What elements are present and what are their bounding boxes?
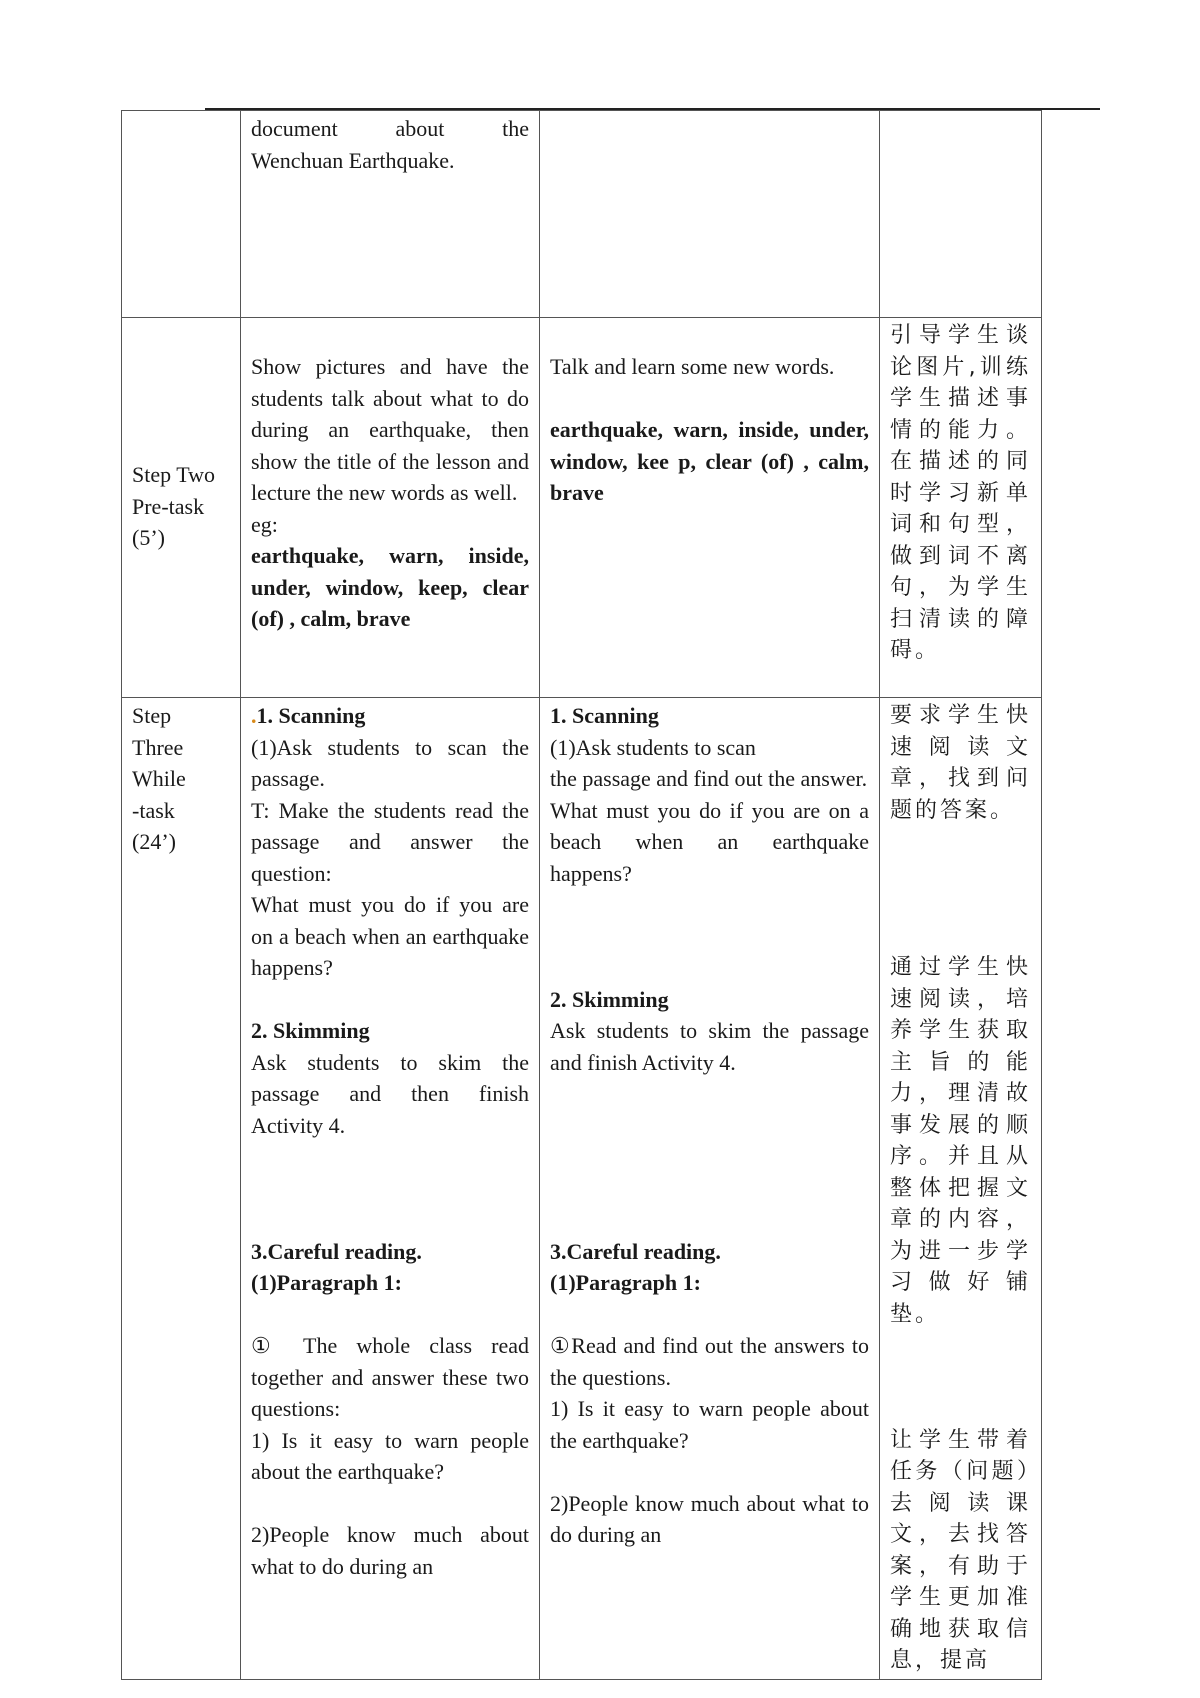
skimming-step: Ask students to skim the passage and then finish Activity 4. xyxy=(251,1049,529,1138)
table-row xyxy=(122,111,1042,318)
paragraph-heading: (1)Paragraph 1: xyxy=(550,1270,701,1295)
purpose-cell xyxy=(880,698,1042,1680)
student-instruction: Talk and learn some new words. xyxy=(550,354,835,379)
step-label: Step xyxy=(132,703,172,728)
step-cell xyxy=(122,111,241,318)
student-activity-cell xyxy=(540,698,880,1680)
purpose-text: 引导学生谈论图片,训练学生描述事情的能力。在描述的同时学习新单词和句型，做到词不离句，为学生扫清读的障碍。 xyxy=(890,323,1031,663)
scanning-step: the passage and find out the answer. xyxy=(550,766,868,791)
careful-reading-heading: 3.Careful reading. xyxy=(251,1238,422,1264)
purpose-text: 要求学生快速阅读文章，找到问题的答案。 xyxy=(890,703,1031,823)
teacher-activity-cell xyxy=(241,111,540,318)
step-time: (24’) xyxy=(132,829,176,854)
question: 1) Is it easy to warn people about the earthquake? xyxy=(251,1427,529,1484)
careful-reading-heading: 3.Careful reading. xyxy=(550,1238,721,1264)
purpose-text: 通过学生快速阅读，培养学生获取主旨的能力，理清故事发展的顺序。并且从整体把握文章的内容，为进一步学习做好铺垫。 xyxy=(890,955,1031,1327)
scanning-step: (1)Ask students to scan the passage. xyxy=(251,734,529,791)
table-row xyxy=(122,698,1042,1680)
careful-reading-step: ①Read and find out the answers to the questions. xyxy=(550,1333,869,1390)
step-label: Step Two xyxy=(132,462,216,488)
scanning-question: What must you do if you are on a beach when an earthquake happens? xyxy=(251,892,529,980)
step-cell xyxy=(122,318,241,698)
step-label: Three xyxy=(132,734,184,760)
skimming-step: Ask students to skim the passage and finish Activity 4. xyxy=(550,1018,869,1075)
step-label: -task xyxy=(132,797,175,823)
student-activity-cell xyxy=(540,111,880,318)
step-label: Pre-task xyxy=(132,493,205,519)
skimming-heading: 2. Skimming xyxy=(550,986,669,1012)
question: 1) Is it easy to warn people about the earthquake? xyxy=(550,1396,869,1453)
vocabulary-list: earthquake, warn, inside, under, window, kee p, clear (of) , calm, brave xyxy=(550,417,869,505)
skimming-heading: 2. Skimming xyxy=(251,1018,370,1043)
question: 2)People know much about what to do during an xyxy=(251,1522,529,1579)
example-label: eg: xyxy=(251,511,278,537)
scanning-step: T: Make the students read the passage and answer the question: xyxy=(251,797,529,886)
scanning-step: (1)Ask students to scan xyxy=(550,734,756,760)
question: 2)People know much about what to do during an xyxy=(550,1490,869,1547)
scanning-heading: .1. Scanning xyxy=(251,703,366,728)
purpose-cell xyxy=(880,318,1042,698)
purpose-cell xyxy=(880,111,1042,318)
teacher-instruction: Show pictures and have the students talk about what to do during an earthquake, then show the title of the lesson and lecture the new words as well. xyxy=(251,354,529,505)
step-label: While xyxy=(132,766,186,791)
activity-line: Wenchuan Earthquake. xyxy=(251,147,455,173)
table-row xyxy=(122,318,1042,698)
step-cell xyxy=(122,698,241,1680)
careful-reading-step: ① The whole class read together and answer these two questions: xyxy=(251,1333,529,1421)
scanning-question: What must you do if you are on a beach when an earthquake happens? xyxy=(550,797,869,886)
student-activity-cell xyxy=(540,318,880,698)
paragraph-heading: (1)Paragraph 1: xyxy=(251,1270,402,1295)
activity-line: document about the xyxy=(251,116,529,141)
teacher-activity-cell xyxy=(241,698,540,1680)
lesson-plan-table xyxy=(121,110,1042,1680)
teacher-activity-cell xyxy=(241,318,540,698)
vocabulary-list: earthquake, warn, inside, under, window, keep, clear (of) , calm, brave xyxy=(251,543,529,631)
purpose-text: 让学生带着任务（问题）去阅读课文，去找答案，有助于学生更加准确地获取信息，提高 xyxy=(890,1427,1031,1673)
step-time: (5’) xyxy=(132,525,165,551)
scanning-heading: 1. Scanning xyxy=(550,703,659,728)
